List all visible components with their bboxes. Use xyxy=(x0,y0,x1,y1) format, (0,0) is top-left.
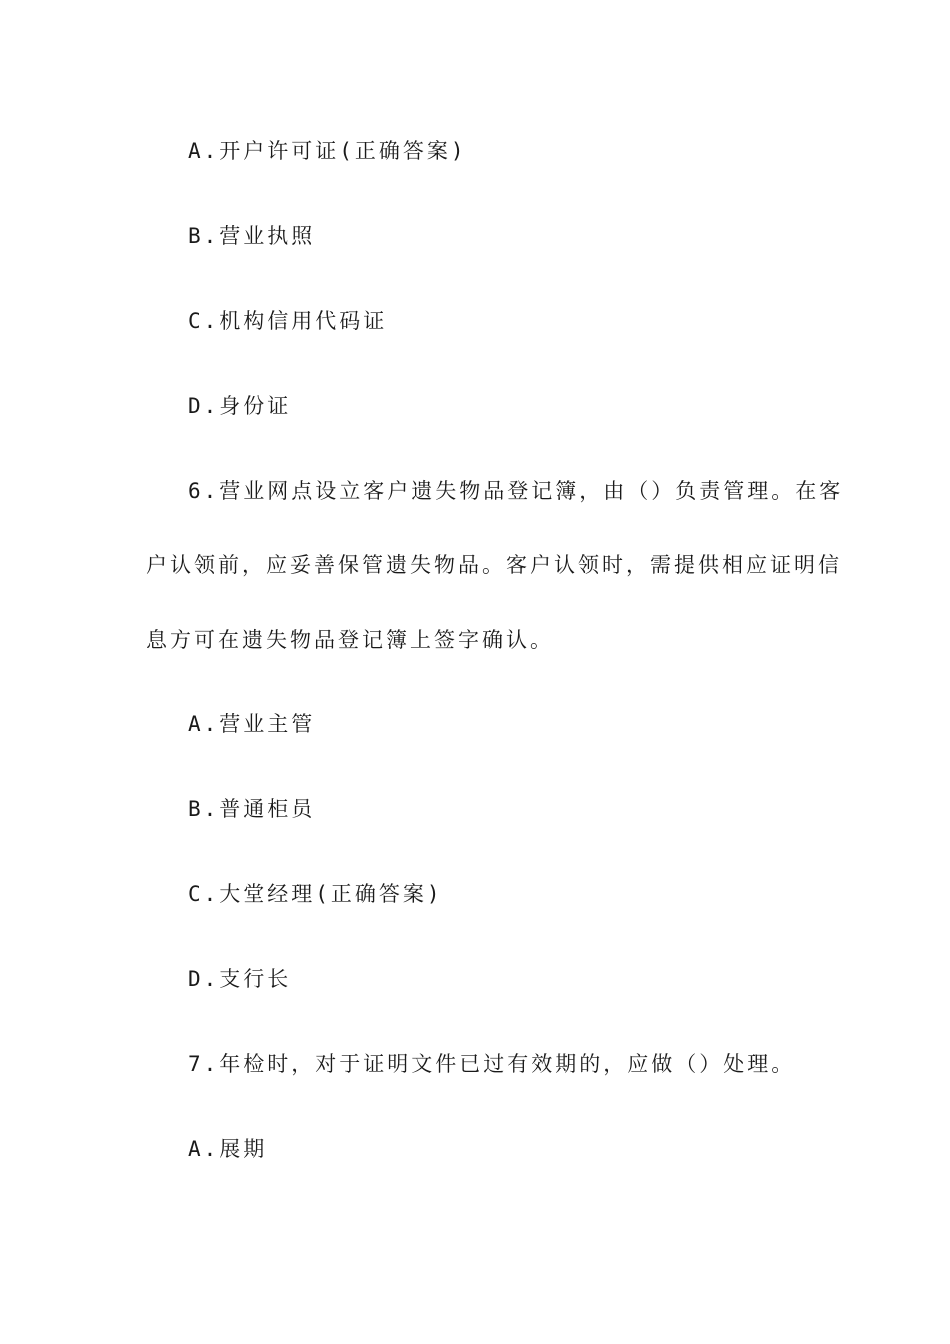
q6-option-a: A.营业主管 xyxy=(188,712,316,736)
q6-option-b: B.普通柜员 xyxy=(188,797,316,821)
q6-question-line-3: 息方可在遗失物品登记簿上签字确认。 xyxy=(146,628,554,652)
q6-option-d: D.支行长 xyxy=(188,967,292,991)
q5-option-a: A.开户许可证(正确答案) xyxy=(188,139,467,163)
q5-option-b: B.营业执照 xyxy=(188,224,316,248)
q6-question-line-1: 6.营业网点设立客户遗失物品登记簿，由（）负责管理。在客 xyxy=(188,479,844,503)
q5-option-d: D.身份证 xyxy=(188,394,292,418)
q6-option-c: C.大堂经理(正确答案) xyxy=(188,882,443,906)
q7-question-line-1: 7.年检时，对于证明文件已过有效期的，应做（）处理。 xyxy=(188,1052,796,1076)
q5-option-c: C.机构信用代码证 xyxy=(188,309,388,333)
q7-option-a: A.展期 xyxy=(188,1137,268,1161)
q6-question-line-2: 户认领前，应妥善保管遗失物品。客户认领时，需提供相应证明信 xyxy=(146,553,842,577)
